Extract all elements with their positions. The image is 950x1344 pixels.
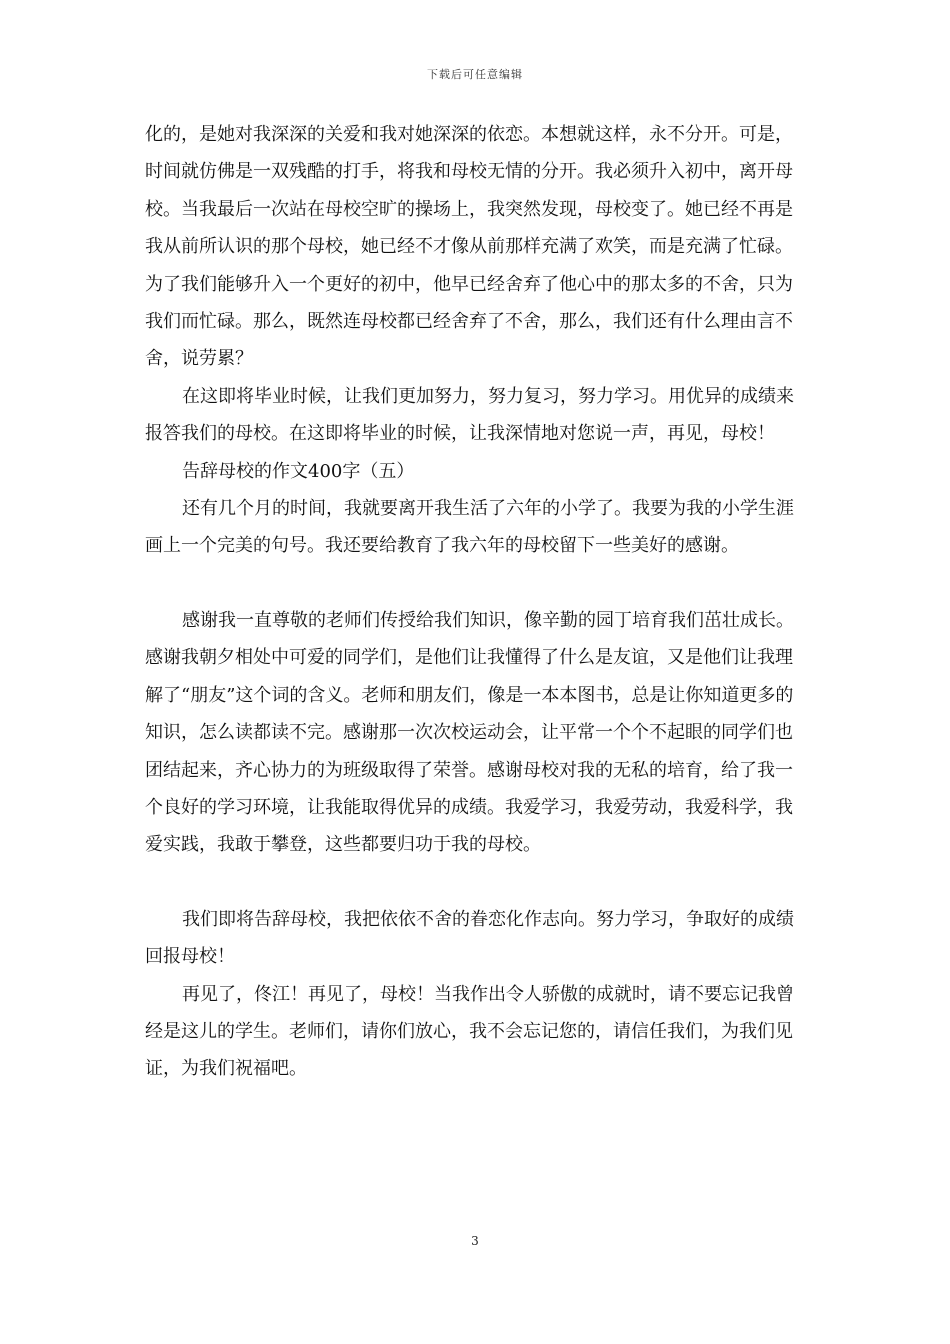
page-number: 3 [471, 1234, 479, 1248]
paragraph-1: 化的，是她对我深深的关爱和我对她深深的依恋。本想就这样，永不分开。可是，时间就仿佛是一双残酷的打手，将我和母校无情的分开。我必须升入初中，离开母校。当我最后一次站在母校空旷的操场上，我突然发现，母校变了。她已经不再是我从前所认识的那个母校，她已经不才像从前那样充满了欢笑，而是充满了忙碌。为了我们能够升入一个更好的初中，他早已经舍弃了他心中的那太多的不舍，只为我们而忙碌。那么，既然连母校都已经舍弃了不舍，那么，我们还有什么理由言不舍，说劳累？ [145, 124, 793, 370]
paragraph-5: 我们即将告辞母校，我把依依不舍的眷恋化作志向。努力学习，争取好的成绩回报母校！ [145, 908, 794, 968]
paragraph-3: 还有几个月的时间，我就要离开我生活了六年的小学了。我要为我的小学生涯画上一个完美的句号。我还要给教育了我六年的母校留下一些美好的感谢。 [145, 498, 794, 557]
header-note: 下载后可任意编辑 [427, 68, 523, 81]
section-heading: 告辞母校的作文400字（五） [182, 460, 415, 482]
document-body [145, 116, 810, 1088]
paragraph-4: 感谢我一直尊敬的老师们传授给我们知识，像辛勤的园丁培育我们茁壮成长。感谢我朝夕相处中可爱的同学们，是他们让我懂得了什么是友谊，又是他们让我理解了“朋友”这个词的含义。老师和朋友们，像是一本本图书，总是让你知道更多的知识，怎么读都读不完。感谢那一次次校运动会，让平常一个个不起眼的同学们也团结起来，齐心协力的为班级取得了荣誉。感谢母校对我的无私的培育，给了我一个良好的学习环境，让我能取得优异的成绩。我爱学习，我爱劳动，我爱科学，我爱实践，我敢于攀登，这些都要归功于我的母校。 [145, 609, 794, 856]
paragraph-6: 再见了，佟江！再见了，母校！当我作出令人骄傲的成就时，请不要忘记我曾经是这儿的学生。老师们，请你们放心，我不会忘记您的，请信任我们，为我们见证，为我们祝福吧。 [145, 983, 794, 1080]
paragraph-2: 在这即将毕业时候，让我们更加努力，努力复习，努力学习。用优异的成绩来报答我们的母校。在这即将毕业的时候，让我深情地对您说一声，再见，母校！ [145, 385, 794, 445]
